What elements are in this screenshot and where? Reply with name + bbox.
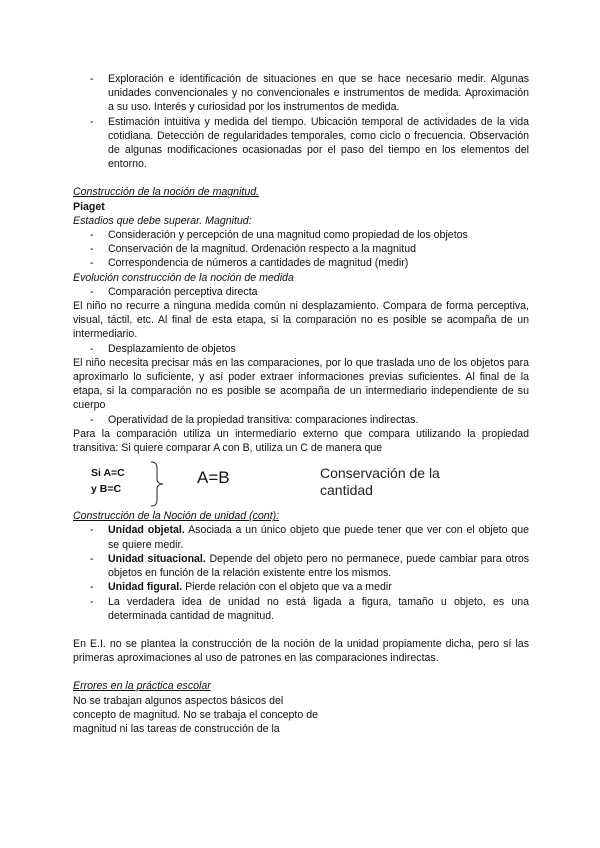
list-item (73, 552, 529, 580)
right-brace-icon (149, 461, 165, 507)
section-title-errores: Errores en la práctica escolar (73, 680, 211, 693)
list-item: - Estimación intuitiva y medida del tiempo. Ubicación temporal de actividades de la vida cotidiana. Detección de regularidades temporales, como ciclo o frecuencia. Observación de algunas modificaciones ocasionadas por el paso del tiempo en los elementos del entorno. (73, 115, 529, 172)
figure-caption-line-1: Conservación de la (320, 465, 440, 482)
stages-heading: Estadios que debe superar. Magnitud: (73, 214, 252, 227)
figure-premise-2: y B=C (91, 483, 122, 496)
list-item: - Correspondencia de números a cantidades de magnitud (medir) (73, 256, 529, 270)
text-line: No se trabajan algunos aspectos básicos del (73, 694, 284, 707)
step1-list (73, 285, 529, 299)
unit-description: La verdadera idea de unidad no está ligada a figura, tamaño u objeto, es una determinada cantidad de magnitud. (108, 595, 529, 622)
list-item (73, 523, 529, 551)
author-name: Piaget (73, 200, 105, 213)
stages-list (73, 228, 529, 271)
step2-list (73, 342, 529, 356)
text-line: concepto de magnitud. No se trabaja el concepto de (73, 708, 318, 721)
unit-description: Asociada a un único objeto que puede tener que ver con el objeto que se quiere medir. (108, 524, 529, 551)
step-heading: - Operatividad de la propiedad transitiva: comparaciones indirectas. (73, 413, 529, 427)
transitivity-figure (73, 461, 529, 507)
evolution-heading: Evolución construcción de la noción de medida (73, 271, 294, 284)
document-page (73, 72, 529, 736)
errores-paragraph (73, 694, 328, 737)
step-heading: - Desplazamiento de objetos (73, 342, 529, 356)
step3-list (73, 413, 529, 427)
list-item: - Conservación de la magnitud. Ordenación respecto a la magnitud (73, 242, 529, 256)
closing-paragraph: En E.I. no se plantea la construcción de la noción de la unidad propiamente dicha, pero sí las primeras aproximaciones al uso de patrones en las comparaciones indirectas. (73, 637, 529, 665)
list-item (73, 580, 529, 594)
figure-result: A=B (197, 468, 230, 488)
text-line: magnitud ni las tareas de construcción de la (73, 722, 280, 735)
list-item (73, 595, 529, 623)
step-heading: - Comparación perceptiva directa (73, 285, 529, 299)
figure-premises (91, 465, 125, 497)
unit-term: Unidad figural. (108, 581, 183, 594)
list-item: - Consideración y percepción de una magnitud como propiedad de los objetos (73, 228, 529, 242)
figure-premise-1: Si A=C (91, 467, 125, 480)
intro-bullet-list (73, 72, 529, 171)
unit-term: Unidad situacional. (108, 552, 206, 565)
figure-caption (320, 465, 440, 499)
section-title-magnitud: Construcción de la noción de magnitud. (73, 186, 260, 199)
step-paragraph: Para la comparación utiliza un intermediario externo que compara utilizando la propiedad transitiva: Si quiere comparar A con B, utiliza un C de manera que (73, 427, 529, 455)
section-title-unidad: Construcción de la Noción de unidad (cont): (73, 510, 280, 523)
unit-term: Unidad objetal. (108, 524, 185, 537)
step-paragraph: El niño necesita precisar más en las comparaciones, por lo que traslada uno de los objetos para aproximarlo lo suficiente, y así poder extraer informaciones previas suficientes. Al final de la etapa, si la comparación no es posible se acompaña de un intermediario independiente de su cuerpo (73, 356, 529, 412)
unit-description: Pierde relación con el objeto que va a medir (182, 581, 392, 594)
unidad-list (73, 523, 529, 622)
list-item: - Exploración e identificación de situaciones en que se hace necesario medir. Algunas unidades convencionales y no convencionales e instrumentos de medida. Aproximación a su uso. Interés y curiosidad por los instrumentos de medida. (73, 72, 529, 115)
unit-description: Depende del objeto pero no permanece, puede cambiar para otros objetos en función de la relación existente entre los mismos. (108, 552, 530, 580)
figure-caption-line-2: cantidad (320, 482, 373, 499)
step-paragraph: El niño no recurre a ninguna medida común ni desplazamiento. Compara de forma perceptiva, visual, táctil, etc. Al final de esta etapa, si la comparación no es posible se acompaña de un intermediario. (73, 300, 529, 341)
